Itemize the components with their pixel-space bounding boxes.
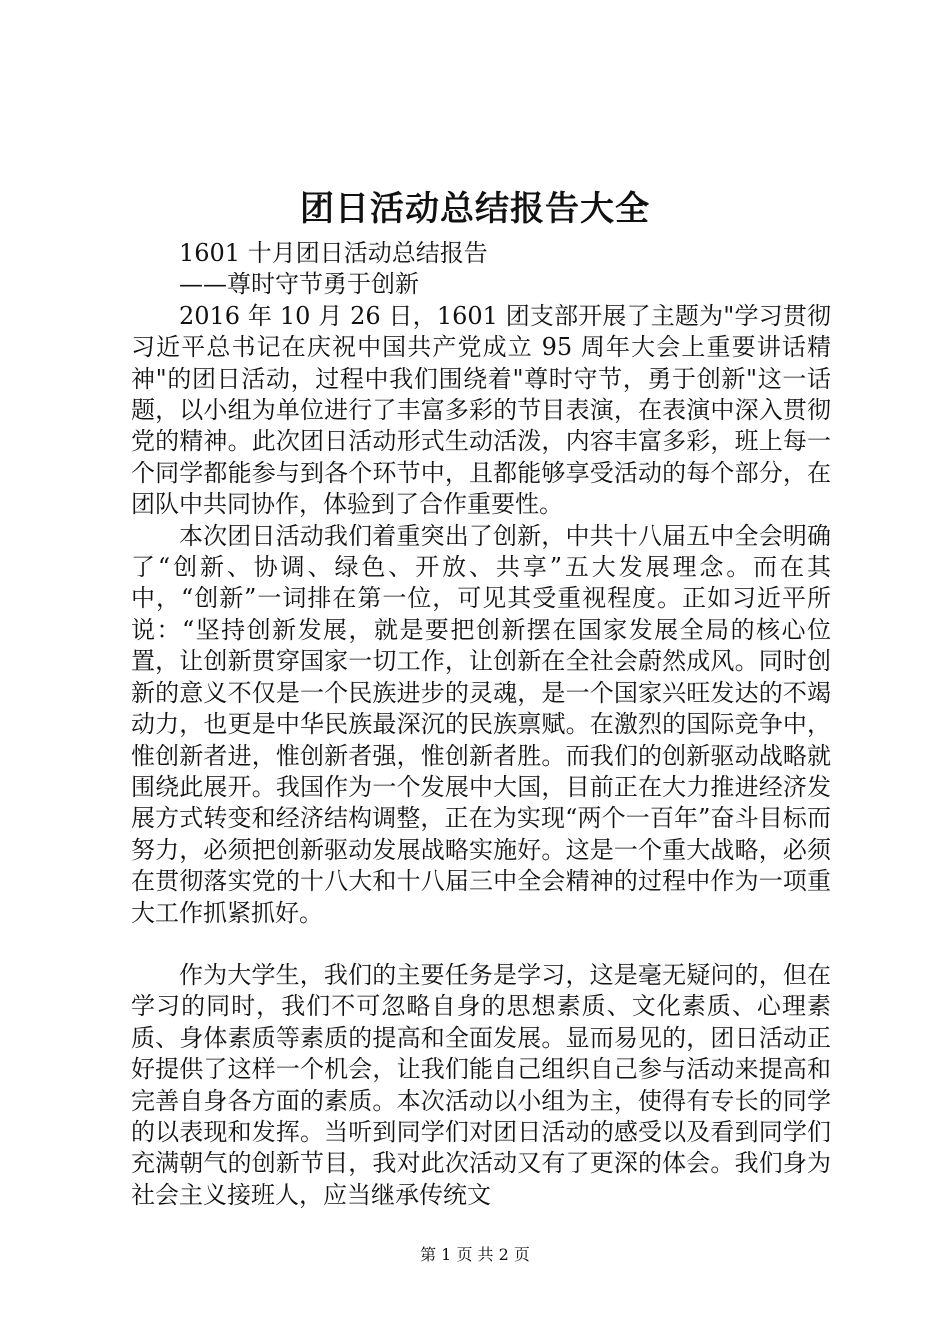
subtitle-line: ——尊时守节勇于创新 xyxy=(179,270,419,299)
document-body xyxy=(131,238,831,1211)
document-title: 团日活动总结报告大全 xyxy=(300,189,650,229)
page-footer: 第 1 页 共 2 页 xyxy=(420,1245,530,1264)
body-paragraph: 作为大学生，我们的主要任务是学习，这是毫无疑问的，但在学习的同时，我们不可忽略自身的思想素质、文化素质、心理素质、身体素质等素质的提高和全面发展。显而易见的，团日活动正好提供了这样一个机会，让我们能自己组织自己参与活动来提高和完善自身各方面的素质。本次活动以小组为主，使得有专长的同学的以表现和发挥。当听到同学们对团日活动的感受以及看到同学们充满朝气的创新节目，我对此次活动又有了更深的体会。我们身为社会主义接班人，应当继承传统文 xyxy=(131,960,831,1209)
body-paragraph: 2016 年 10 月 26 日，1601 团支部开展了主题为"学习贯彻习近平总书记在庆祝中国共产党成立 95 周年大会上重要讲话精神"的团日活动，过程中我们围绕着"尊时守节，勇于创新"这一话题，以小组为单位进行了丰富多彩的节目表演，在表演中深入贯彻党的精神。此次团日活动形式生动活泼，内容丰富多彩，班上每一个同学都能参与到各个环节中，且都能够享受活动的每个部分，在团队中共同协作，体验到了合作重要性。 xyxy=(131,301,831,519)
subtitle-line: 1601 十月团日活动总结报告 xyxy=(179,239,488,267)
body-paragraph: 本次团日活动我们着重突出了创新，中共十八届五中全会明确了“创新、协调、绿色、开放、共享”五大发展理念。而在其中，“创新”一词排在第一位，可见其受重视程度。正如习近平所说：“坚持创新发展，就是要把创新摆在国家发展全局的核心位置，让创新贯穿国家一切工作，让创新在全社会蔚然成风。同时创新的意义不仅是一个民族进步的灵魂，是一个国家兴旺发达的不竭动力，也更是中华民族最深沉的民族禀赋。在激烈的国际竞争中，惟创新者进，惟创新者强，惟创新者胜。而我们的创新驱动战略就围绕此展开。我国作为一个发展中大国，目前正在大力推进经济发展方式转变和经济结构调整，正在为实现“两个一百年”奋斗目标而努力，必须把创新驱动发展战略实施好。这是一个重大战略，必须在贯彻落实党的十八大和十八届三中全会精神的过程中作为一项重大工作抓紧抓好。 xyxy=(131,521,831,927)
